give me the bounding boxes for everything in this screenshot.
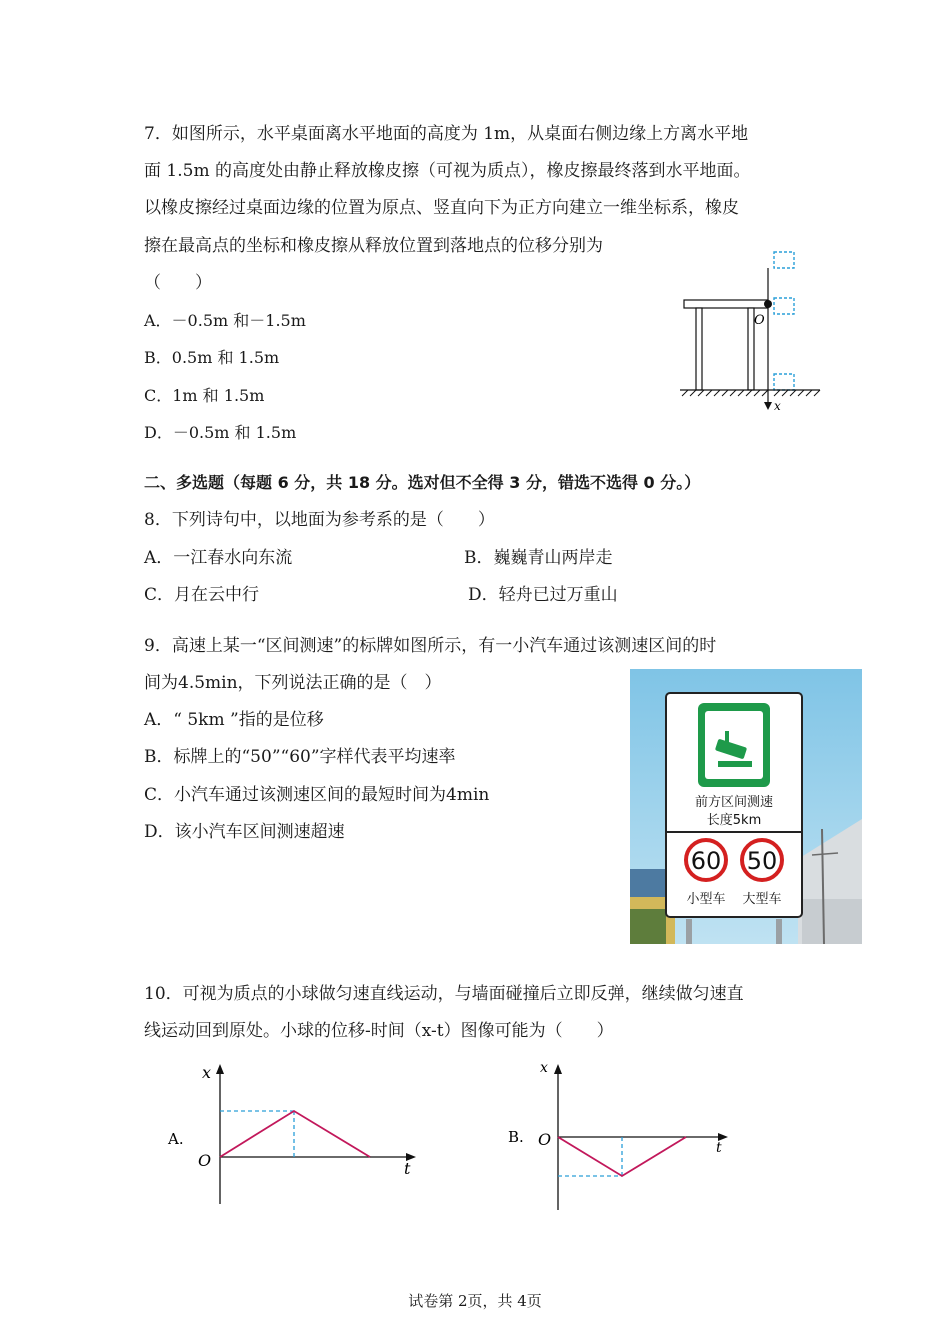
graph-b-y-label: x [540,1060,548,1076]
q7-stem-line-4: 擦在最高点的坐标和橡皮擦从释放位置到落地点的位移分别为 [144,236,603,256]
speed-limit-large-value: 50 [746,847,778,875]
q7-option-b: B．0.5m 和 1.5m [144,348,280,367]
graph-b-option-label: B. [508,1128,524,1146]
graph-a-t-label: t [404,1159,411,1178]
q8-option-b: B．巍巍青山两岸走 [464,548,613,568]
q9-option-d: D．该小汽车区间测速超速 [144,822,345,842]
speed-limit-small-value: 60 [690,847,722,875]
eraser-dot [764,300,772,308]
q8-option-d: D．轻舟已过万重山 [468,585,618,605]
vehicle-label-small: 小型车 [686,892,726,907]
q7-stem-line-1: 7．如图所示，水平桌面离水平地面的高度为 1m，从桌面右侧边缘上方离水平地 [144,124,749,144]
graph-a-option-label: A. [168,1130,184,1148]
x-axis-arrow [764,402,772,410]
section2-title: 二、多选题（每题 6 分，共 18 分。选对但不全得 3 分，错选不选得 0 分。） [144,473,701,492]
q7-answer-paren: （ ） [144,273,212,293]
sign-pole-right [776,919,782,944]
graph-a-y-label: x [202,1063,212,1082]
graph-b-t-label: t [716,1140,722,1156]
q7-option-a: A．－0.5m 和－1.5m [144,311,306,330]
q9-stem-line-2: 间为4.5min，下列说法正确的是（ ） [144,673,442,693]
left-trees [630,909,666,944]
q7-stem-line-2: 面 1.5m 的高度处由静止释放橡皮擦（可视为质点），橡皮擦最终落到水平地面。 [144,161,751,181]
q8-option-c: C．月在云中行 [144,585,260,605]
edge-position-box [774,298,794,314]
sign-pole-left [686,919,692,944]
left-fence [630,869,670,899]
q9-stem-line-1: 9．高速上某一“区间测速”的标牌如图所示，有一小汽车通过该测速区间的时 [144,636,717,656]
table-top [684,300,768,308]
graph-b [500,1058,750,1218]
q7-option-d: D．－0.5m 和 1.5m [144,423,297,442]
graph-b-origin-label: O [538,1130,552,1149]
q8-stem: 8．下列诗句中，以地面为参考系的是（ ） [144,510,495,530]
graph-b-y-arrow [554,1064,562,1074]
building-roof [802,899,862,944]
q10-stem-line-1: 10．可视为质点的小球做匀速直线运动，与墙面碰撞后立即反弹，继续做匀速直 [144,984,744,1004]
ground-hatching [682,390,820,396]
sign-text-line-2: 长度5km [706,813,762,828]
speed-sign-photo [630,669,862,944]
table-leg-left [696,308,702,390]
graph-a-y-arrow [216,1064,224,1074]
q7-option-c: C．1m 和 1.5m [144,386,265,405]
origin-label: O [754,313,765,328]
axis-label: x [774,399,781,413]
graph-a-origin-label: O [198,1151,212,1170]
release-position-box [774,252,794,268]
ground-position-box [774,374,794,390]
q9-option-c: C．小汽车通过该测速区间的最短时间为4min [144,785,490,805]
graph-a-curve [220,1111,370,1157]
q9-option-a: A．“ 5km ”指的是位移 [144,710,324,730]
q7-table-figure [670,238,830,418]
page-footer: 试卷第 2页，共 4页 [408,1292,542,1310]
graph-a [160,1058,430,1208]
sign-text-line-1: 前方区间测速 [694,795,774,810]
q7-stem-line-3: 以橡皮擦经过桌面边缘的位置为原点、竖直向下为正方向建立一维坐标系，橡皮 [144,198,739,218]
vehicle-label-large: 大型车 [742,892,782,907]
q9-option-b: B．标牌上的“50”“60”字样代表平均速率 [144,747,456,767]
q8-option-a: A．一江春水向东流 [144,548,293,568]
q10-stem-line-2: 线运动回到原处。小球的位移-时间（x-t）图像可能为（ ） [144,1021,614,1041]
graph-b-curve [558,1137,686,1176]
